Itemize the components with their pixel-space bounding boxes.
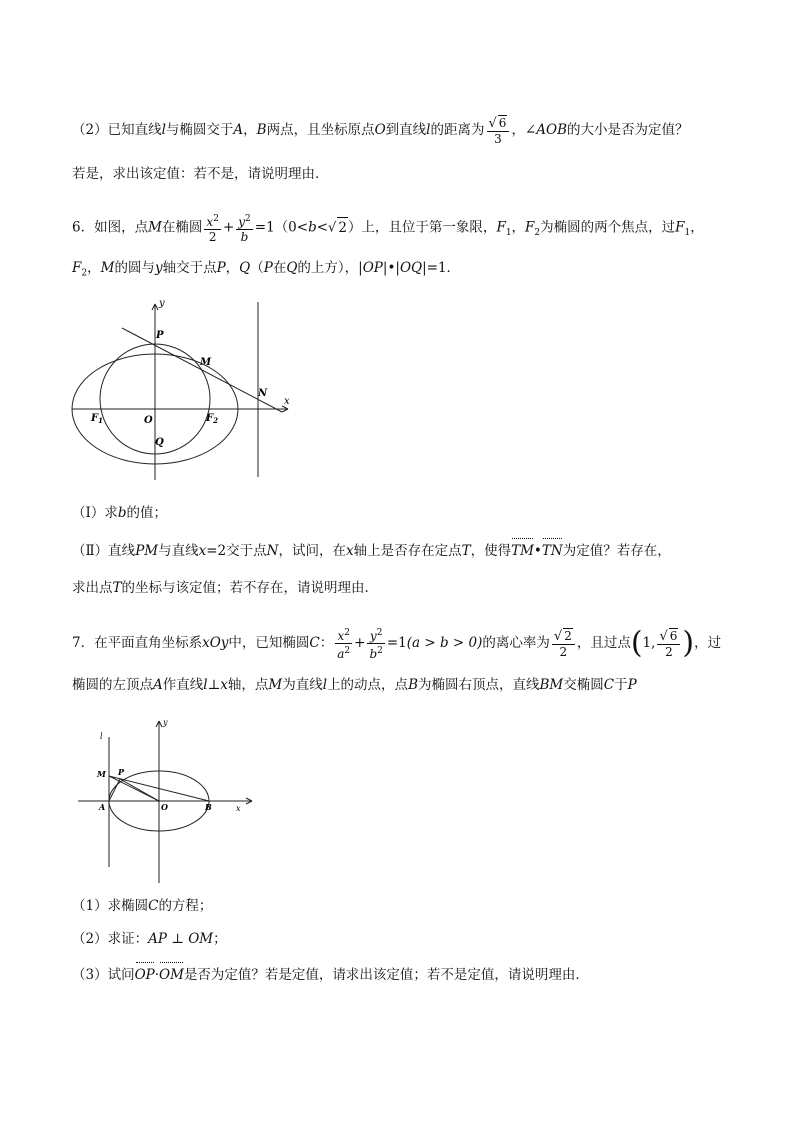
text: 与直线 [158, 543, 199, 559]
text: ， [243, 122, 257, 138]
fraction-y2-over-b [236, 212, 253, 244]
text: ， [87, 260, 101, 276]
q7-part1 [72, 896, 212, 916]
var-P: P [216, 260, 226, 276]
paren-open: ( [630, 625, 643, 661]
sup: 2 [377, 646, 383, 656]
text: 中，已知椭圆 [228, 635, 310, 651]
text: =1（0< [254, 219, 309, 236]
text: 轴上是否存在定点 [353, 543, 462, 559]
text: 的坐标与该定值；若不存在，请说明理由． [121, 580, 379, 596]
vector-TN: TN [541, 543, 563, 559]
var-C: C [148, 898, 159, 914]
fraction-y2-over-b2 [367, 626, 384, 661]
var-F: F [72, 260, 82, 276]
den: 2 [665, 645, 673, 659]
var-y: y [154, 260, 163, 276]
text: + [354, 635, 366, 651]
var-A: A [233, 122, 244, 138]
vector-OP: OP [134, 967, 155, 983]
text: 的距离为 [430, 122, 485, 138]
sub: 2 [81, 268, 88, 279]
text: 两点，且坐标原点 [266, 122, 375, 138]
text: 与椭圆交于 [165, 122, 234, 138]
text: 的离心率为 [482, 635, 550, 651]
text: 7．在平面直角坐标系 [72, 635, 203, 651]
text: 为定值？若存在， [562, 543, 671, 559]
q7-part2 [72, 929, 227, 949]
var-F: F [496, 219, 506, 236]
var-a: a [337, 647, 345, 661]
text: • [533, 543, 542, 559]
text: ，过 [694, 635, 722, 651]
label-x: x [236, 804, 241, 813]
var-F: F [675, 219, 685, 236]
text: （Ⅰ）求 [72, 505, 118, 521]
fraction-x2-over-a2 [335, 626, 352, 661]
text: 轴交于点 [162, 260, 217, 276]
text: · [154, 967, 160, 983]
text: 为椭圆右顶点，直线 [417, 677, 540, 693]
var-OP: OP [362, 260, 383, 276]
den: 2 [559, 645, 568, 659]
q7-line2 [72, 675, 637, 695]
sup: 2 [213, 214, 219, 224]
var-N: N [266, 543, 279, 559]
q6-line1 [72, 212, 704, 244]
radicand: 2 [337, 217, 348, 238]
q5-part2-line2 [72, 164, 329, 184]
text: （2）已知直线 [72, 122, 162, 138]
var-y: y [238, 215, 246, 229]
line-OM [109, 776, 159, 801]
label-F1: $F_1$ [91, 413, 103, 425]
text: 的上方），| [297, 260, 363, 276]
sup: 2 [344, 646, 351, 656]
text: 的大小是否为定值？ [567, 122, 689, 138]
label-Q: Q [155, 437, 164, 448]
label-l: l [100, 732, 103, 741]
var-b: b [117, 505, 127, 521]
label-A: A [99, 802, 106, 812]
var-x: x [345, 543, 354, 559]
var-Q: Q [239, 260, 251, 276]
sqrt-sign: √ [328, 220, 337, 236]
fraction-x2-over-2 [204, 212, 221, 244]
q6-figure [66, 292, 306, 482]
text: ： [319, 635, 334, 651]
var-M: M [148, 219, 162, 236]
sup: 2 [344, 628, 350, 638]
var-O: O [374, 122, 386, 138]
sup: 2 [245, 214, 251, 224]
var-A: A [153, 677, 163, 693]
text: 在椭圆 [161, 219, 203, 236]
q6-line2 [72, 258, 460, 284]
text: 于 [614, 677, 628, 693]
text: 若是，求出该定值：若不是，请说明理由． [72, 166, 329, 182]
var-T: T [461, 543, 471, 559]
line-AP [109, 779, 120, 801]
var-AP: AP [148, 931, 167, 947]
text: 1, [642, 635, 656, 651]
var-b: b [308, 219, 317, 236]
text: （1）求椭圆 [72, 898, 149, 914]
text: ⊥ [207, 677, 221, 693]
var-PM: PM [135, 543, 159, 559]
vector-TM: TM [511, 543, 534, 559]
text: 到直线 [385, 122, 427, 138]
den: 2 [208, 230, 217, 244]
text: ，试问，在 [278, 543, 346, 559]
label-F2: $F_2$ [206, 413, 218, 425]
num: 6 [498, 116, 507, 130]
text: 是否为定值？若是定值，请求出该定值；若不是定值，请说明理由． [183, 967, 589, 983]
var-P: P [627, 677, 637, 693]
var-T: T [112, 580, 122, 596]
var-l: l [161, 122, 166, 138]
fraction-sqrt6-over-3: $\frac{√ 6}{3}$ [487, 115, 510, 146]
var-x: x [206, 215, 214, 229]
var-OQ: OQ [399, 260, 423, 276]
q7-part3 [72, 965, 589, 985]
num: 6 [669, 629, 678, 643]
var-BM: BM [539, 677, 564, 693]
var-l: l [322, 677, 328, 693]
text: ， [225, 260, 240, 276]
text: 在 [272, 260, 287, 276]
text: ⊥ [166, 931, 189, 947]
var-P: P [263, 260, 273, 276]
text: ，∠ [511, 122, 537, 138]
sub: 2 [534, 228, 541, 239]
var-Q: Q [286, 260, 298, 276]
text: 的方程； [158, 898, 213, 914]
var-xOy: xOy [202, 635, 229, 651]
den: b [240, 230, 249, 244]
paren-close: ) [682, 625, 695, 661]
text: ， [690, 219, 704, 236]
label-P: P [156, 330, 164, 341]
var-C: C [309, 635, 320, 651]
text: 上的动点，点 [327, 677, 409, 693]
text: |=1． [422, 260, 461, 276]
label-P: P [118, 767, 125, 777]
q6-part2-line1 [72, 541, 671, 561]
sup: 2 [376, 628, 383, 638]
text: 为直线 [282, 677, 323, 693]
den: 3 [494, 132, 502, 146]
text: 的圆与 [114, 260, 155, 276]
sub: 1 [684, 228, 691, 239]
var-x: x [337, 629, 345, 643]
text: 作直线 [162, 677, 204, 693]
text: ）上，且位于第一象限， [347, 219, 497, 236]
fraction-sqrt6-over-2: $\frac{√ 6}{2}$ [657, 628, 680, 659]
text: =1 [386, 635, 407, 651]
text: ，使得 [470, 543, 512, 559]
num: 2 [564, 629, 572, 643]
label-y: y [159, 298, 165, 309]
text: （ [250, 260, 264, 276]
label-O: O [161, 802, 168, 812]
var-b: b [369, 647, 378, 661]
q7-line1 [72, 626, 721, 661]
sub: 1 [505, 228, 512, 239]
label-M: M [97, 769, 106, 779]
var-l: l [426, 122, 431, 138]
condition: (a > b > 0) [406, 635, 483, 651]
text: ， [511, 219, 526, 236]
text: =2交于点 [206, 543, 267, 559]
text: ，且过点 [576, 635, 631, 651]
q6-part1 [72, 503, 167, 523]
label-O: O [144, 415, 153, 426]
var-M: M [100, 260, 115, 276]
text: （3）试问 [72, 967, 135, 983]
text: （2）求证： [72, 931, 149, 947]
fraction-sqrt2-over-2: $\frac{√ 2}{2}$ [552, 628, 575, 659]
q7-figure [72, 715, 262, 885]
text: |•| [382, 260, 400, 276]
label-N: N [258, 388, 268, 399]
var-x: x [198, 543, 207, 559]
text: < [316, 219, 329, 236]
label-x: x [284, 396, 290, 407]
var-AOB: AOB [536, 122, 567, 138]
label-B: B [205, 802, 212, 812]
label-M: M [200, 357, 212, 368]
var-F: F [525, 219, 535, 236]
text: 为椭圆的两个焦点，过 [540, 219, 676, 236]
var-l: l [203, 677, 208, 693]
var-M: M [268, 677, 283, 693]
vector-OM: OM [159, 967, 184, 983]
text: （Ⅱ）直线 [72, 543, 136, 559]
label-y: y [163, 718, 168, 727]
var-C: C [603, 677, 615, 693]
var-OM: OM [188, 931, 214, 947]
var-x: x [220, 677, 228, 693]
text: 交椭圆 [563, 677, 604, 693]
q5-part2-line1 [72, 115, 689, 146]
text: + [222, 219, 235, 236]
var-B: B [256, 122, 267, 138]
text: ； [213, 931, 227, 947]
var-y: y [369, 629, 377, 643]
text: 6．如图，点 [72, 219, 149, 236]
var-B: B [408, 677, 418, 693]
text: 轴，点 [227, 677, 269, 693]
text: 求出点 [72, 580, 113, 596]
text: 椭圆的左顶点 [72, 677, 153, 693]
q6-part2-line2 [72, 578, 378, 598]
text: 的值； [126, 505, 167, 521]
